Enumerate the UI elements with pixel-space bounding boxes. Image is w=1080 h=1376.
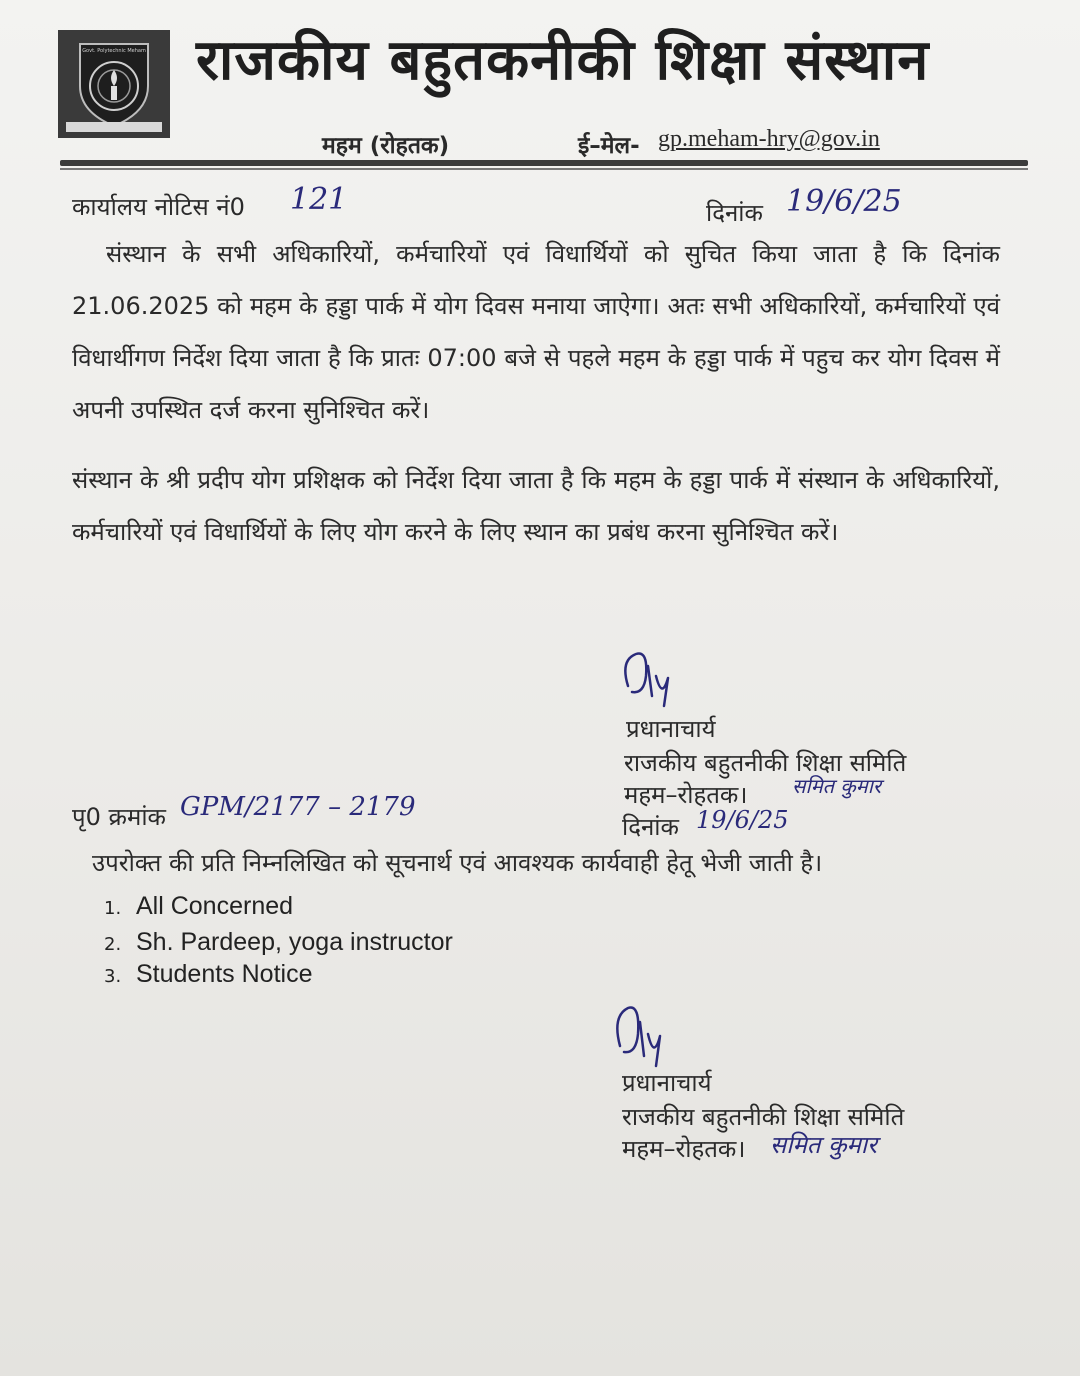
distribution-item-label: Sh. Pardeep, yoga instructor [136, 928, 453, 956]
reference-label: पृ0 क्रमांक [72, 803, 166, 831]
body-paragraph-2: संस्थान के श्री प्रदीप योग प्रशिक्षक को निर्देश दिया जाता है कि महम के हड्डा पार्क में संस्थान के अधिकारियों, कर्मचारियों एवं विधार्थियों के लिए योग करने के लिए स्थान का प्रबंध करना सुनिश्चित करें। [72, 466, 1000, 546]
distribution-item [104, 892, 293, 921]
notice-date-handwritten: 19/6/25 [786, 184, 902, 219]
signature-1-name-handwritten: समित कुमार [792, 774, 882, 798]
institute-logo [58, 30, 170, 138]
signature-1-initials [860, 640, 862, 641]
shield-emblem-icon [58, 30, 170, 138]
body-paragraph-1: संस्थान के सभी अधिकारियों, कर्मचारियों एवं विधार्थियों को सुचित किया जाता है कि दिनांक 21.06.2025 को महम के हड्डा पार्क में योग दिवस मनाया जाऐगा। अतः सभी अधिकारियों, कर्मचारियों एवं विधार्थीगण निर्देश दिया जाता है कि प्रातः 07:00 बजे से पहले महम के हड्डा पार्क में पहुच कर योग दिवस में अपनी उपस्थित दर्ज करना सुनिश्चित करें। [72, 240, 1000, 424]
email-label: ई–मेल- [578, 133, 640, 159]
distribution-item [104, 928, 453, 957]
signature-1-title: प्रधानाचार्य [626, 715, 716, 743]
header-divider-thin [60, 168, 1028, 170]
signature-2-initials [860, 1000, 862, 1001]
signature-1-place: महम–रोहतक। [624, 781, 748, 809]
distribution-item-label: Students Notice [136, 960, 313, 988]
signature-2-place: महम–रोहतक। [622, 1135, 746, 1163]
signature-1-date-handwritten: 19/6/25 [696, 806, 789, 834]
notice-number-handwritten: 121 [290, 182, 348, 217]
notice-date-label: दिनांक [706, 199, 763, 227]
signature-2-mark [610, 1000, 690, 1074]
signature-1-mark [618, 646, 698, 714]
distribution-item [104, 960, 313, 989]
header-divider [60, 160, 1028, 166]
signature-1-date-label: दिनांक [622, 813, 679, 841]
institute-location: महम (रोहतक) [322, 133, 450, 159]
signature-2-name-handwritten: समित कुमार [770, 1131, 877, 1159]
distribution-item-number: 2. [104, 934, 122, 955]
reference-number-handwritten: GPM/2177 – 2179 [180, 792, 416, 822]
logo-text: Govt. Polytechnic Meham [82, 48, 146, 54]
email-link[interactable]: gp.meham-hry@gov.in [658, 126, 880, 152]
institute-title: राजकीय बहुतकनीकी शिक्षा संस्थान [196, 28, 930, 93]
distribution-item-number: 3. [104, 966, 122, 987]
signature-1-org: राजकीय बहुतनीकी शिक्षा समिति [624, 749, 907, 777]
signature-2-title: प्रधानाचार्य [622, 1069, 712, 1097]
distribution-item-number: 1. [104, 898, 122, 919]
distribution-item-label: All Concerned [136, 892, 294, 920]
copy-note: उपरोक्त की प्रति निम्नलिखित को सूचनार्थ एवं आवश्यक कार्यवाही हेतू भेजी जाती है। [92, 849, 823, 877]
notice-number-label: कार्यालय नोटिस नं0 [72, 193, 245, 221]
signature-2-org: राजकीय बहुतनीकी शिक्षा समिति [622, 1103, 905, 1131]
